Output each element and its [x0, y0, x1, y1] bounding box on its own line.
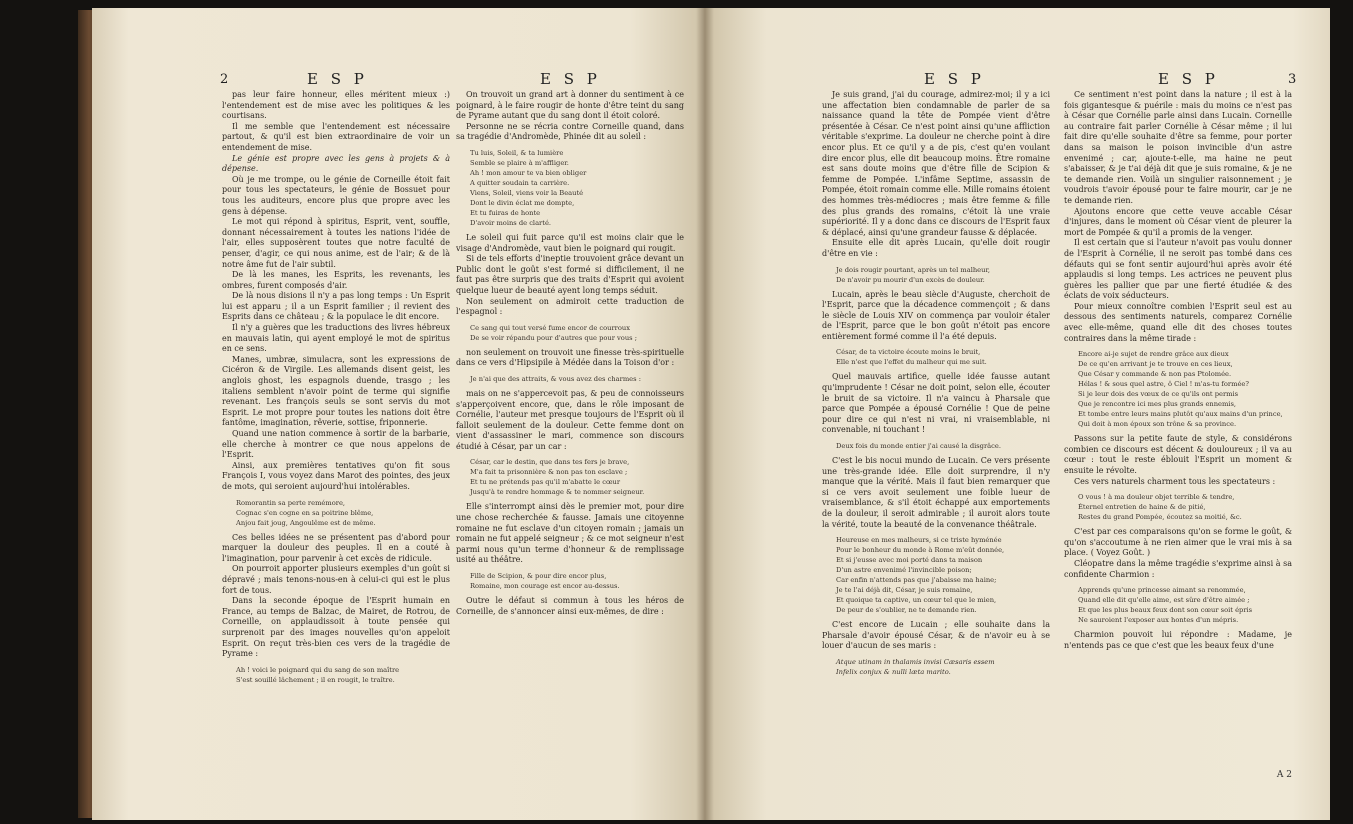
paragraph: On trouvoit un grand art à donner du sentiment à ce poignard, à le faire rougir de honte d'être teint du sang de Pyrame autant que du sang dont il étoit coloré.	[456, 90, 684, 121]
verse-line: Je dois rougir pourtant, après un tel malheur,	[836, 265, 991, 274]
verse-line: Infelix conjux & nulli læta marito.	[836, 667, 951, 676]
verse-line: Car enfin n'attends pas que j'abaisse ma haine;	[836, 576, 997, 585]
paragraph: Lucain, après le beau siècle d'Auguste, cherchoit de l'Esprit, parce que la décadence commençoit ; & dans le siècle de Louis XIV on commença par vouloir étaler de l'Esprit, parce que le bon goût n'étoit pas encore entièrement formé comme il l'a été depuis.	[822, 289, 1050, 341]
verse-line: Jusqu'à te rendre hommage & te nommer seigneur.	[470, 488, 645, 497]
verse-line: Fille de Scipion, & pour dire encor plus,	[470, 572, 607, 581]
verse-line: Romaine, mon courage est encor au-dessus.	[470, 582, 620, 591]
paragraph: Dans la seconde époque de l'Esprit humain en France, au temps de Balzac, de Mairet, de Rotrou, de Corneille, on applaudissoit à toute pensée qui surprenoit par des images nouvelles qu'on appeloit Esprit. On reçut très-bien ces vers de la tragédie de Pyrame :	[222, 596, 450, 659]
verse-line: Éternel entretien de haine & de pitié,	[1078, 503, 1206, 512]
open-book	[92, 8, 1330, 820]
verse-quote	[836, 441, 1050, 451]
verse-line: Ah ! mon amour te va bien obliger	[470, 168, 587, 177]
verse-line: Que César y commande & non pas Ptolomée.	[1078, 370, 1232, 379]
paragraph: Je suis grand, j'ai du courage, admirez-moi; il y a ici une affectation bien condamnable de parler de sa naissance quand la tête de Pompée vient d'être présentée à César. Ce n'est point ainsi qu'une affliction véritable s'exprime. La douleur ne cherche point à dire encor plus. Et ce qu'il y a de pis, c'est qu'en voulant dire encor plus, elle dit beaucoup moins. Être romaine est sans doute moins que d'être fille de Scipion & femme de Pompée. L'infâme Septime, assassin de Pompée, étoit romain comme elle. Mille romains étoient des hommes très-médiocres ; mais être femme & fille des plus grands des romains, c'étoit là une vraie supériorité. Il y a donc dans ce discours de l'Esprit faux & déplacé, ainsi qu'une grandeur fausse & déplacée.	[822, 90, 1050, 237]
verse-line: Que je rencontre ici mes plus grands ennemis,	[1078, 400, 1237, 409]
verse-line: De n'avoir pu mourir d'un excès de douleur.	[836, 275, 985, 284]
verse-line: Je te l'ai déjà dit, César, je suis romaine,	[836, 586, 973, 595]
verse-line: Romorantin sa perte remémore,	[236, 498, 346, 507]
paragraph: Ainsi, aux premières tentatives qu'on fit sous François I, vous voyez dans Marot des pointes, des jeux de mots, qui seroient aujourd'hui intolérables.	[222, 460, 450, 491]
paragraph: Si de tels efforts d'ineptie trouvoient grâce devant un Public dont le goût s'est formé si difficilement, il ne faut pas être surpris que des traits d'Esprit qui avoient quelque lueur de beauté ayent long temps séduit.	[456, 254, 684, 295]
right-header-col2: E S P	[1158, 70, 1219, 88]
verse-line: Semble se plaire à m'affliger.	[470, 158, 569, 167]
verse-line: D'avoir moins de clarté.	[470, 218, 552, 227]
verse-line: Heureuse en mes malheurs, si ce triste hyménée	[836, 536, 1002, 545]
right-header-col1: E S P	[924, 70, 985, 88]
verse-quote	[470, 323, 684, 343]
paragraph: Le génie est propre avec les gens à projets & à dépense.	[222, 153, 450, 174]
verse-line: Elle n'est que l'effet du malheur qui me suit.	[836, 358, 987, 367]
verse-line: Atque utinam in thalamis invisi Cæsaris essem	[836, 657, 995, 666]
verse-line: Cognac s'en cogne en sa poitrine blême,	[236, 508, 374, 517]
verse-line: M'a fait ta prisonnière & non pas ton esclave ;	[470, 468, 628, 477]
paragraph: Quel mauvais artifice, quelle idée fausse autant qu'imprudente ! César ne doit point, selon elle, écouter le bruit de sa victoire. Il n'a vaincu à Pharsale que parce que Pompée a épousé Cornélie ! Que de peine pour dire ce qui n'est ni vrai, ni vraisemblable, ni convenable, ni touchant !	[822, 372, 1050, 435]
paragraph: Outre le défaut si commun à tous les héros de Corneille, de s'annoncer ainsi eux-mêmes, de dire :	[456, 596, 684, 616]
left-header-col2: E S P	[540, 70, 601, 88]
paragraph: Le soleil qui fuit parce qu'il est moins clair que le visage d'Andromède, vaut bien le poignard qui rougit.	[456, 232, 684, 253]
paragraph: C'est le bis nocui mundo de Lucain. Ce vers présente une très-grande idée. Elle doit surprendre, il n'y manque que la vérité. Mais il faut bien remarquer que si ce vers avoit seulement une foible lueur de vraisemblance, & s'il étoit échappé aux emportements de la douleur, il seroit admirable ; il auroit alors toute la vérité, toute la beauté de la convenance théâtrale.	[822, 456, 1050, 529]
paragraph: Où je me trompe, ou le génie de Corneille étoit fait pour tous les spectateurs, le génie de Bossuet pour tous les auditeurs, encore plus que propre avec les gens à dépense.	[222, 174, 450, 216]
verse-line: Dont le divin éclat me dompte,	[470, 198, 575, 207]
right-column-1	[822, 90, 1050, 682]
verse-quote	[236, 498, 450, 528]
verse-line: Et tu ne prétends pas qu'il m'abatte le cœur	[470, 478, 621, 487]
paragraph: Cléopatre dans la même tragédie s'exprime ainsi à sa confidente Charmion :	[1064, 559, 1292, 579]
verse-quote	[836, 265, 1050, 285]
paragraph: Ensuite elle dit après Lucain, qu'elle doit rougir d'être en vie :	[822, 238, 1050, 258]
verse-line: Quand elle dit qu'elle aime, est sûre d'être aimée ;	[1078, 596, 1250, 605]
verse-line: Viens, Soleil, viens voir la Beauté	[470, 188, 584, 197]
paragraph: Quand une nation commence à sortir de la barbarie, elle cherche à montrer ce que nous appelons de l'Esprit.	[222, 429, 450, 460]
verse-line: Qui doit à mon époux son trône & sa province.	[1078, 420, 1237, 429]
paragraph: Passons sur la petite faute de style, & considérons combien ce discours est décent & douloureux ; il va au cœur : tout le reste éblouit l'Esprit un moment & ensuite le révolte.	[1064, 434, 1292, 476]
verse-line: César, car le destin, que dans tes fers je brave,	[470, 458, 630, 467]
verse-line: Ne sauroient l'exposer aux hontes d'un mépris.	[1078, 616, 1239, 625]
verse-line: Et si j'eusse avec moi porté dans ta maison	[836, 556, 983, 565]
verse-line: O vous ! à ma douleur objet terrible & tendre,	[1078, 493, 1235, 502]
paragraph: non seulement on trouvoit une finesse très-spirituelle dans ce vers d'Hipsipile à Médée dans la Toison d'or :	[456, 347, 684, 368]
verse-quote	[836, 347, 1050, 367]
signature-mark: A 2	[1276, 770, 1292, 780]
verse-quote	[1078, 492, 1292, 522]
verse-line: Si je leur dois des vœux de ce qu'ils ont permis	[1078, 390, 1239, 399]
paragraph: Ces vers naturels charment tous les spectateurs :	[1074, 476, 1276, 486]
verse-quote	[1078, 585, 1292, 625]
paragraph: Il n'y a guères que les traductions des livres hébreux en mauvais latin, qui ayent employé le mot de spiritus en ce sens.	[222, 323, 450, 354]
right-page	[704, 8, 1330, 820]
latin-quote	[836, 657, 1050, 677]
paragraph: C'est encore de Lucain ; elle souhaite dans la Pharsale d'avoir épousé César, & de n'avoir eu à se louer d'aucun de ses maris :	[822, 620, 1050, 651]
verse-line: Hélas ! & sous quel astre, ô Ciel ! m'as-tu formée?	[1078, 380, 1249, 389]
right-column-2	[1064, 90, 1292, 651]
verse-line: Et que les plus beaux feux dont son cœur soit épris	[1078, 606, 1253, 615]
verse-quote	[1078, 349, 1292, 429]
verse-line: De peur de s'oublier, ne te demande rien.	[836, 606, 977, 615]
verse-line: Restes du grand Pompée, écoutez sa moitié, &c.	[1078, 513, 1242, 522]
paragraph: C'est par ces comparaisons qu'on se forme le goût, & qu'on s'accoutume à ne rien aimer que le vrai mis à sa place. ( Voyez Goût. )	[1064, 527, 1292, 558]
verse-line: Ce sang qui tout versé fume encor de courroux	[470, 323, 630, 332]
paragraph: De là les manes, les Esprits, les revenants, les ombres, furent composés d'air.	[222, 270, 450, 290]
verse-line: Et quoique ta captive, un cœur tel que le mien,	[836, 596, 997, 605]
verse-line: Ah ! voici le poignard qui du sang de son maître	[236, 665, 400, 674]
verse-line: Deux fois du monde entier j'ai causé la disgrâce.	[836, 442, 1001, 451]
paragraph: pas leur faire honneur, elles méritent mieux :) l'entendement est de mise avec les politiques & les courtisans.	[222, 90, 450, 121]
paragraph: Charmion pouvoit lui répondre : Madame, je n'entends pas ce que c'est que les beaux feux d'une	[1064, 630, 1292, 650]
verse-quote	[470, 148, 684, 228]
verse-line: Tu luis, Soleil, & ta lumière	[470, 148, 564, 157]
verse-quote	[470, 571, 684, 591]
left-page	[92, 8, 704, 820]
verse-quote	[236, 665, 450, 685]
verse-line: A quitter soudain ta carrière.	[470, 178, 570, 187]
paragraph: Ce sentiment n'est point dans la nature ; il est à la fois gigantesque & puérile : mais du moins ce n'est pas à César que Cornélie parle ainsi dans Lucain. Corneille au contraire fait parler Cornélie à César même ; il lui fait dire qu'elle souhaite d'être sa femme, pour porter dans sa maison le poison invincible d'un astre envenimé ; car, ajoute-t-elle, ma haine ne peut s'abaisser, & je t'ai déjà dit que je suis romaine, & je ne te demande rien. Voilà un singulier raisonnement ; je voudrois t'avoir épousé pour te faire mourir, car je ne te demande rien.	[1064, 90, 1292, 205]
verse-quote	[836, 535, 1050, 615]
paragraph: Ajoutons encore que cette veuve accable César d'injures, dans le moment où César vient de pleurer la mort de Pompée & qu'il a promis de la venger.	[1064, 206, 1292, 237]
verse-line: De se voir répandu pour d'autres que pour vous ;	[470, 333, 637, 342]
verse-line: Et tombe entre leurs mains plutôt qu'aux mains d'un prince,	[1078, 410, 1283, 419]
verse-line: Je n'ai que des attraits, & vous avez des charmes :	[470, 374, 641, 383]
verse-line: Et tu fuiras de honte	[470, 208, 541, 217]
paragraph: On pourroit apporter plusieurs exemples d'un goût si dépravé ; mais tenons-nous-en à celui-ci qui est le plus fort de tous.	[222, 564, 450, 595]
paragraph: De là nous disions il n'y a pas long temps : Un Esprit lui est apparu ; il a un Esprit familier ; il revient des Esprits dans ce château ; & la populace le dit encore.	[222, 291, 450, 322]
paragraph: Le mot qui répond à spiritus, Esprit, vent, souffle, donnant nécessairement à toutes les nations l'idée de l'air, elles supposèrent toutes que notre faculté de penser, d'agir, ce qui nous anime, est de l'air; & de là notre âme fut de l'air subtil.	[222, 217, 450, 269]
verse-line: D'un astre envenimé l'invincible poison;	[836, 566, 972, 575]
left-column-1	[222, 90, 450, 690]
paragraph: Il est certain que si l'auteur n'avoit pas voulu donner de l'Esprit à Cornélie, il ne seroit pas tombé dans ces défauts qui se font sentir aujourd'hui après avoir été applaudis si long temps. Les actrices ne peuvent plus guères les pallier que par une fierté étudiée & des éclats de voix séducteurs.	[1064, 238, 1292, 301]
book-gutter	[696, 8, 714, 820]
paragraph: Manes, umbræ, simulacra, sont les expressions de Cicéron & de Virgile. Les allemands disent geist, les anglois ghost, les espagnols duende, trasgo ; les italiens semblent n'avoir point de terme qui signifie revenant. Les françois seuls se sont servis du mot Esprit. Le mot propre pour toutes les nations doit être fantôme, imagination, rêverie, sottise, friponnerie.	[222, 354, 450, 428]
verse-quote	[470, 374, 684, 384]
left-folio: 2	[220, 72, 229, 87]
verse-quote	[470, 457, 684, 497]
verse-line: S'est souillé lâchement ; il en rougit, le traître.	[236, 675, 395, 684]
paragraph: Non seulement on admiroit cette traduction de l'espagnol :	[456, 296, 684, 317]
verse-line: Anjou fait joug, Angoulême est de même.	[236, 518, 376, 527]
verse-line: De ce qu'en arrivant je te trouve en ces lieux,	[1078, 360, 1233, 369]
paragraph: Elle s'interrompt ainsi dès le premier mot, pour dire une chose recherchée & fausse. Jamais une citoyenne romaine ne fut esclave d'un citoyen romain ; jamais un romain ne fut appelé seigneur ; & ce mot seigneur n'est parmi nous qu'un terme d'honneur & de remplissage usité au théâtre.	[456, 502, 684, 565]
verse-line: Apprends qu'une princesse aimant sa renommée,	[1078, 586, 1246, 595]
right-folio: 3	[1288, 72, 1297, 87]
left-column-2	[456, 90, 684, 617]
verse-line: Encore ai-je sujet de rendre grâce aux dieux	[1078, 350, 1229, 359]
paragraph: Il me semble que l'entendement est nécessaire partout, & qu'il est bien extraordinaire de voir un entendement de mise.	[222, 121, 450, 152]
paragraph: Ces belles idées ne se présentent pas d'abord pour marquer la douleur des peuples. Il en a couté à l'imagination, pour parvenir à cet excès de ridicule.	[222, 532, 450, 563]
verse-line: Pour le bonheur du monde à Rome m'eût donnée,	[836, 546, 1005, 555]
paragraph: Pour mieux connoître combien l'Esprit seul est au dessous des sentiments naturels, comparez Cornélie avec elle-même, quand elle dit des choses toutes contraires dans la même tirade :	[1064, 301, 1292, 343]
left-header-col1: E S P	[307, 70, 368, 88]
paragraph: Personne ne se récria contre Corneille quand, dans sa tragédie d'Andromède, Phinée dit au soleil :	[456, 121, 684, 142]
verse-line: César, de ta victoire écoute moins le bruit,	[836, 348, 981, 357]
paragraph: mais on ne s'appercevoit pas, & peu de connoisseurs s'apperçoivent encore, que, dans le rôle imposant de Cornélie, l'auteur met presque toujours de l'Esprit où il falloit seulement de la douleur. Cette femme dont on vient d'assassiner le mari, commence son discours étudié à César, par un car :	[456, 388, 684, 451]
